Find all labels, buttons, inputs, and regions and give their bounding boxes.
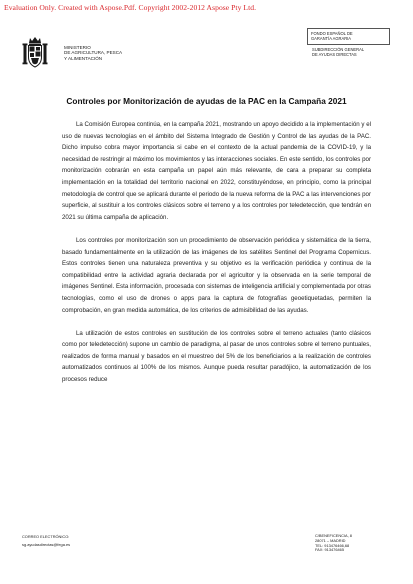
body-paragraph: Los controles por monitorización son un procedimiento de observación periódica y sistemática de la tierra, basado fundamentalmente en la utilización de las imágenes de los satélites Sentinel del Programa Copernicus. Estos controles tienen una naturaleza preventiva y su objetivo es la verificación periódica y continua de la compatibilidad entre la actividad agraria declarada por el agricultor y la observada en la serie temporal de imágenes Sentinel. Esta información, procesada con sistemas de inteligencia artificial y complementada por otras tecnologías, como el uso de drones o apps para la captura de fotografías geoetiquetadas, permiten la comprobación, en gran medida automática, de los criterios de admisibilidad de las ayudas. bbox=[62, 236, 371, 314]
body-paragraph: La utilización de estos controles en sustitución de los controles sobre el terreno actuales (tanto clásicos como por teledetección) supone un cambio de paradigma, al pasar de unos controles sobre el terreno puntuales, realizados de forma manual y basados en el muestreo del 5% de los beneficiarios a la realización de controles automatizados continuos al 100% de los mismos. Aunque pueda resultar paradójico, la automatización de los procesos reduce bbox=[62, 329, 371, 384]
address-line: 28071 – MADRID bbox=[315, 537, 346, 543]
address-line: FAX: 913476465 bbox=[315, 547, 344, 553]
address-line: C/BENEFICENCIA, 8 bbox=[315, 533, 352, 538]
fega-line: FONDO ESPAÑOL DE bbox=[311, 31, 353, 36]
subdirection-line: SUBDIRECCIÓN GENERAL bbox=[312, 47, 365, 52]
email-label: CORREO ELECTRÓNICO: bbox=[22, 534, 70, 539]
body-paragraph: La Comisión Europea continúa, en la campaña 2021, mostrando un apoyo decidido a la implementación y el uso de nuevas tecnologías en el ámbito del Sistema Integrado de Gestión y Control de las ayudas de la PAC. Dicho impulso cobra mayor importancia si cabe en el contexto de la actual pandemia de la COVID-19, y la necesidad de restringir al máximo los movimientos y las interacciones sociales. En este sentido, los controles por monitorización cobrarán en esta campaña un papel aún más relevante, de cara a preparar su completa implementación en la totalidad del territorio nacional en 2022, constituyéndose, en principio, como la principal metodología de control que se aplicará durante el periodo de la nueva reforma de la PAC a las intervenciones por superficie, al sustituir a los controles clásicos sobre el terreno y a los controles por teledetección, que tendrán en 2021 su última campaña de aplicación. bbox=[62, 121, 371, 221]
ministry-line: MINISTERIO bbox=[64, 45, 91, 50]
document-body bbox=[62, 119, 371, 397]
subdirection-line: DE AYUDAS DIRECTAS bbox=[312, 52, 357, 58]
footer-email bbox=[22, 533, 142, 549]
fega-line: GARANTÍA AGRARIA bbox=[311, 36, 352, 42]
ministry-line: DE AGRICULTURA, PESCA bbox=[64, 50, 123, 56]
coat-of-arms-icon bbox=[22, 36, 48, 70]
footer-address bbox=[315, 534, 395, 553]
address-line: TEL: 913476466,68 bbox=[315, 542, 350, 548]
fega-box bbox=[307, 28, 390, 45]
ministry-name bbox=[64, 45, 184, 61]
subdirection-name bbox=[312, 47, 392, 57]
evaluation-watermark: Evaluation Only. Created with Aspose.Pdf. Copyright 2002-2012 Aspose Pty Ltd. bbox=[4, 3, 257, 12]
document-title: Controles por Monitorización de ayudas de la PAC en la Campaña 2021 bbox=[66, 96, 347, 106]
email-link[interactable]: sg.ayudasdirectas@fega.es bbox=[22, 542, 71, 547]
ministry-line: Y ALIMENTACIÓN bbox=[64, 55, 103, 61]
